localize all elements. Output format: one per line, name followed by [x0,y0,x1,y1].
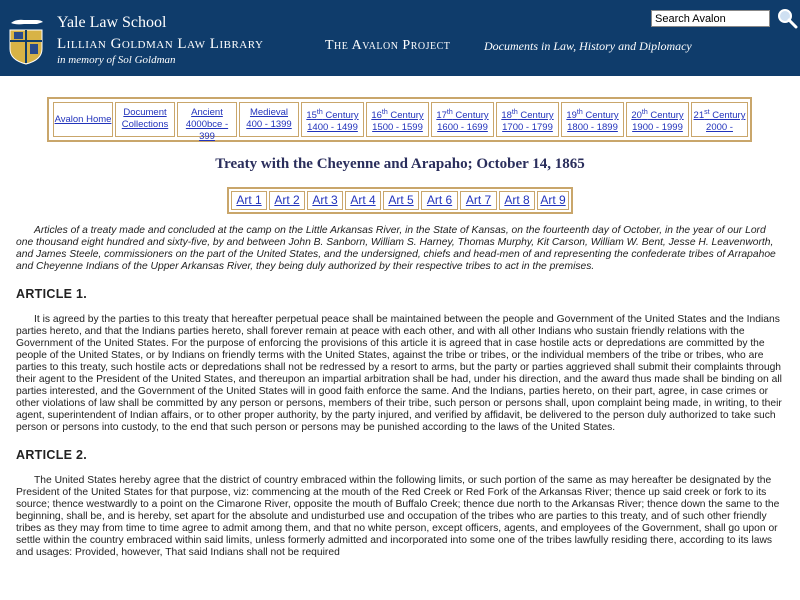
article-link-3[interactable]: Art 3 [307,191,343,210]
nav-sublabel: 4000bce - 399 [185,119,229,142]
nav-sup: th [576,109,583,116]
nav-16th-century[interactable] [366,102,429,137]
nav-num: 16 [371,110,382,122]
nav-num: 18 [501,110,512,122]
article-link-5[interactable]: Art 5 [383,191,419,210]
article-link-1[interactable]: Art 1 [231,191,267,210]
nav-sublabel: 400 - 1399 [246,119,292,130]
article-link-7[interactable]: Art 7 [460,191,497,210]
nav-15th-century[interactable] [301,102,364,137]
treaty-content [16,225,783,559]
article-link-8[interactable]: Art 8 [499,191,535,210]
alligator-logo-icon [10,17,44,27]
project-title[interactable]: The Avalon Project [325,38,451,53]
era-navigation [47,97,752,142]
nav-num: 17 [436,110,447,122]
nav-sublabel: 1400 - 1499 [307,122,358,134]
nav-sublabel: 1900 - 1999 [632,122,683,134]
nav-label: Medieval [249,107,289,118]
library-name[interactable]: Lillian Goldman Law Library [57,36,264,52]
article-navigation [227,187,573,214]
nav-word: Century [647,110,684,122]
yale-shield-icon [9,29,43,65]
article-link-6[interactable]: Art 6 [421,191,458,210]
nav-sublabel: 1800 - 1899 [567,122,618,134]
nav-sup: st [704,109,710,116]
nav-sup: th [316,109,323,116]
nav-sup: th [446,109,453,116]
nav-label: Document [123,107,167,118]
nav-sup: th [511,109,518,116]
nav-word: Century [322,110,359,122]
nav-sublabel: 1600 - 1699 [437,122,488,134]
search-input[interactable] [651,10,770,27]
article-1-heading: ARTICLE 1. [16,287,88,301]
article-2-text: The United States hereby agree that the district of country embraced within the following limits, or such portion of the same as may hereafter be designated by the President of the United States for that purpose, viz: commencing at the mouth of the Red Creek or Red Fork of the Arkansas River; thence up said creek or fork to its source; thence westwardly to a point on the Cimarone River, opposite the mouth of Buffalo Creek; thence due north to the Arkansas River; thence down the same to the beginning, shall be, and is hereby, set apart for the absolute and undisturbed use and occupation of the tribes who are parties to this treaty, and of such other friendly tribes as they may from time to time agree to admit among them, and that no white person, except officers, agents, and employees of the Government, shall go upon or settle within the country embraced within said limits, unless formerly admitted and incorporated into some one of the tribes lawfully residing there, according to its laws and usages: Provided, however, That said Indians shall not be required [16,475,780,558]
nav-num: 19 [566,110,577,122]
nav-word: Century [452,110,489,122]
nav-sup: th [381,109,388,116]
article-link-4[interactable]: Art 4 [345,191,381,210]
page-title: Treaty with the Cheyenne and Arapaho; October 14, 1865 [215,156,585,172]
nav-label: Ancient [191,107,223,118]
treaty-preamble: Articles of a treaty made and concluded at the camp on the Little Arkansas River, in the State of Kansas, on the fourteenth day of October, in the year of our Lord one thousand eight hundred and sixty-five, by and between John B. Sanborn, William S. Harney, Thomas Murphy, Kit Carson, William W. Bent, Jesse H. Leavenworth, and James Steele, commissioners on the part of the United States, and the undersigned, chiefs and head-men of and representing the confederate tribes of Arrapahoe and Cheyenne Indians of the Upper Arkansas River, they being duly authorized by their respective tribes to act in the premises. [16,225,776,272]
nav-17th-century[interactable] [431,102,494,137]
school-name[interactable]: Yale Law School [57,14,167,31]
search-icon[interactable] [776,7,798,29]
nav-word: Century [709,110,746,122]
nav-sup: th [641,109,648,116]
nav-num: 21 [693,110,705,122]
nav-medieval[interactable] [239,102,299,137]
article-link-9[interactable]: Art 9 [537,191,569,210]
nav-19th-century[interactable] [561,102,624,137]
nav-ancient[interactable] [177,102,237,142]
nav-num: 20 [631,110,642,122]
nav-21st-century[interactable] [691,102,748,137]
article-link-2[interactable]: Art 2 [269,191,305,210]
nav-word: Century [517,110,554,122]
site-header [0,0,800,76]
nav-sublabel: Collections [121,119,169,130]
article-2-heading: ARTICLE 2. [16,448,88,462]
nav-18th-century[interactable] [496,102,559,137]
nav-word: Century [582,110,619,122]
nav-sublabel: 1700 - 1799 [502,122,553,134]
memory-tagline: in memory of Sol Goldman [57,54,176,66]
article-1-text: It is agreed by the parties to this treaty that hereafter perpetual peace shall be maintained between the people and Government of the United States and the Indians parties hereto, and that the Indians parties hereto, shall forever remain at peace with each other, and with all other Indians who sustain friendly relations with the Government of the United States. For the purpose of enforcing the provisions of this article it is agreed that in case hostile acts or depredations are committed by the people of the United States, or by Indians on friendly terms with the United States, against the tribe or tribes, or the individual members of the tribe or tribes, who are parties to this treaty, such hostile acts or depredations shall not be redressed by a resort to arms, but the party or parties aggrieved shall submit their complaints through their agent to the President of the United States, and thereupon an impartial arbitration shall be had, under his direction, and the award thus made shall be binding on all parties interested, and the Government of the United States will in good faith enforce the same. And the Indians, parties hereto, on their part, agree, in case crimes or other violations of law shall be committed by any person or persons, members of their tribe, such person or persons shall, upon complaint being made, in writing, to their agent, superintendent of Indian affairs, or to other proper authority, by the party injured, and verified by affidavit, be delivered to the person duly authorized to take such person or persons into custody, to the end that such person or persons may be punished according to the laws of the United States. [16,314,782,433]
nav-document-collections[interactable] [115,102,175,137]
nav-avalon-home[interactable] [53,102,113,137]
nav-word: Century [387,110,424,122]
nav-20th-century[interactable] [626,102,689,137]
nav-label: Avalon Home [54,114,112,125]
nav-num: 15 [306,110,317,122]
project-subtitle: Documents in Law, History and Diplomacy [484,39,692,53]
nav-sublabel: 1500 - 1599 [372,122,423,134]
nav-sublabel: 2000 - [706,122,733,134]
